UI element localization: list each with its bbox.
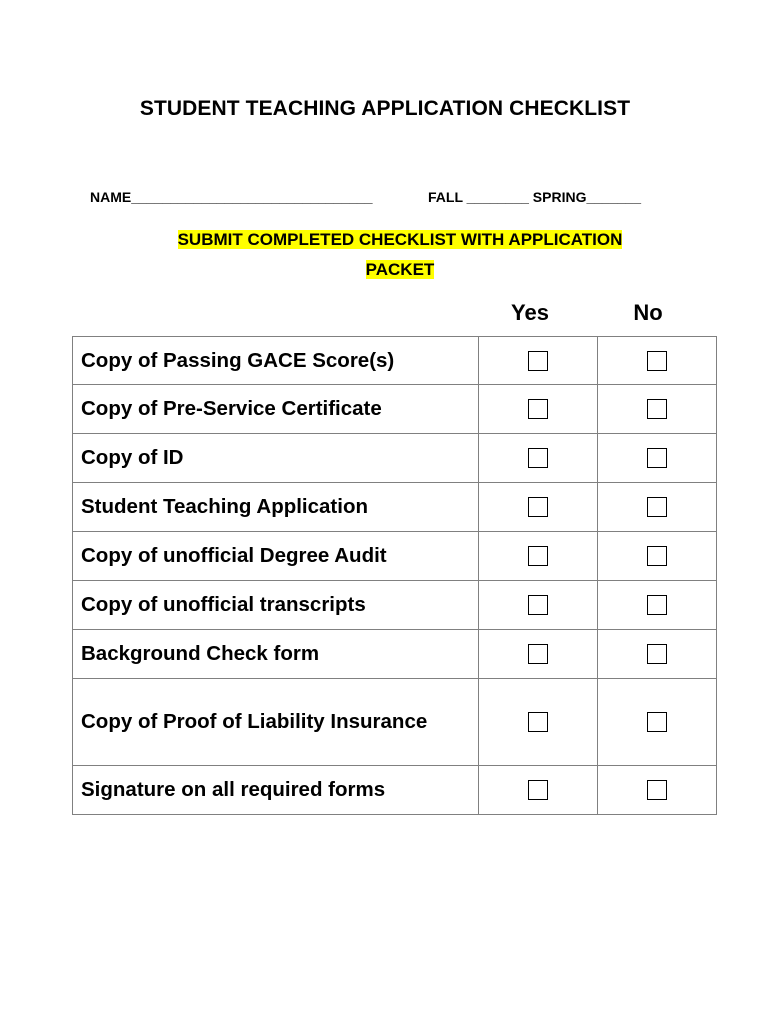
- checklist-table: [72, 336, 717, 815]
- no-checkbox[interactable]: [647, 546, 667, 566]
- yes-checkbox[interactable]: [528, 497, 548, 517]
- yes-checkbox[interactable]: [528, 546, 548, 566]
- checklist-row: [73, 434, 717, 483]
- yes-checkbox[interactable]: [528, 448, 548, 468]
- submission-notice: [150, 225, 650, 285]
- item-label: Copy of Passing GACE Score(s): [73, 337, 479, 385]
- item-label: Copy of unofficial transcripts: [73, 581, 479, 630]
- item-label: Background Check form: [73, 630, 479, 679]
- item-label: Copy of ID: [73, 434, 479, 483]
- notice-line-1: SUBMIT COMPLETED CHECKLIST WITH APPLICATION: [177, 230, 623, 249]
- no-checkbox[interactable]: [647, 780, 667, 800]
- yes-checkbox[interactable]: [528, 712, 548, 732]
- item-label: Copy of Pre-Service Certificate: [73, 385, 479, 434]
- no-checkbox[interactable]: [647, 351, 667, 371]
- yes-checkbox[interactable]: [528, 399, 548, 419]
- yes-checkbox[interactable]: [528, 644, 548, 664]
- yes-checkbox[interactable]: [528, 595, 548, 615]
- item-label: Copy of unofficial Degree Audit: [73, 532, 479, 581]
- page-title: STUDENT TEACHING APPLICATION CHECKLIST: [139, 97, 631, 120]
- checklist-row: [73, 766, 717, 815]
- checklist-row: [73, 385, 717, 434]
- yes-checkbox[interactable]: [528, 351, 548, 371]
- checklist-row: [73, 337, 717, 385]
- name-field[interactable]: NAME_______________________________: [90, 189, 373, 205]
- checklist-row: [73, 532, 717, 581]
- no-checkbox[interactable]: [647, 595, 667, 615]
- yes-checkbox[interactable]: [528, 780, 548, 800]
- checklist-row: [73, 581, 717, 630]
- no-checkbox[interactable]: [647, 712, 667, 732]
- no-checkbox[interactable]: [647, 448, 667, 468]
- no-checkbox[interactable]: [647, 497, 667, 517]
- item-label: Copy of Proof of Liability Insurance: [73, 679, 479, 766]
- no-checkbox[interactable]: [647, 399, 667, 419]
- notice-line-2: PACKET: [365, 260, 435, 279]
- item-label: Student Teaching Application: [73, 483, 479, 532]
- checklist-row: [73, 679, 717, 766]
- no-checkbox[interactable]: [647, 644, 667, 664]
- no-column-header: No: [633, 300, 663, 325]
- term-field[interactable]: FALL ________ SPRING_______: [428, 189, 641, 205]
- checklist-row: [73, 630, 717, 679]
- checklist-row: [73, 483, 717, 532]
- item-label: Signature on all required forms: [73, 766, 479, 815]
- yes-column-header: Yes: [511, 300, 549, 325]
